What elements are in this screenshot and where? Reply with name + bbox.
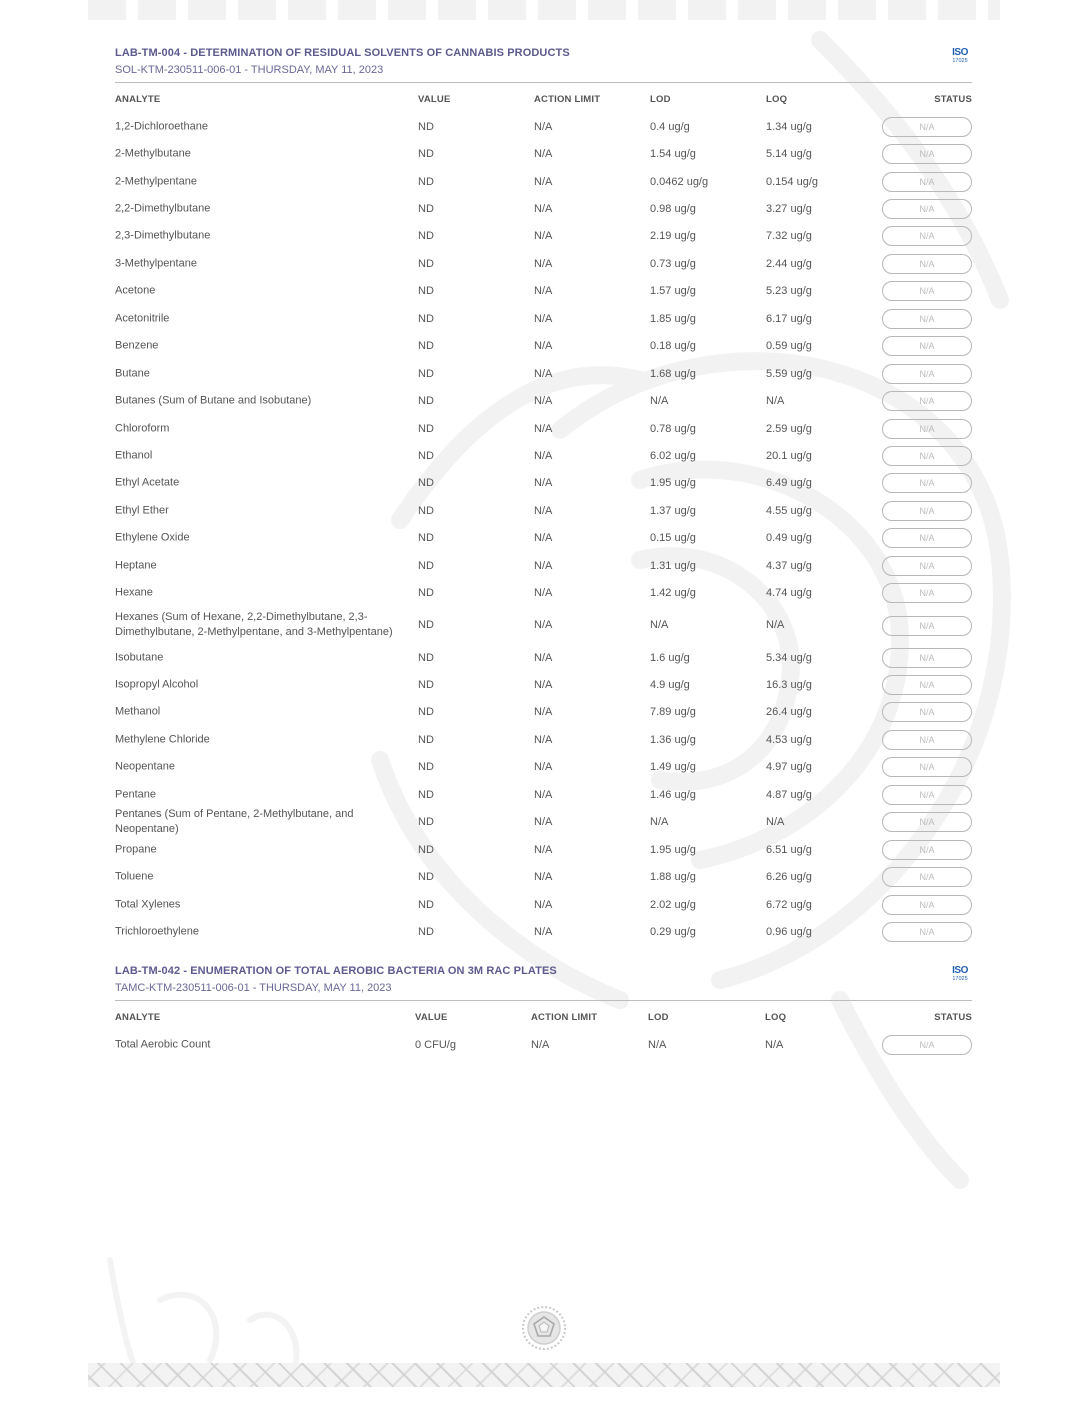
lod-cell: 0.4 ug/g <box>650 120 690 133</box>
lod-cell: 4.9 ug/g <box>650 679 690 692</box>
lod-cell: 1.49 ug/g <box>650 761 696 774</box>
value-cell: ND <box>418 504 434 517</box>
status-badge: N/A <box>882 172 972 192</box>
analyte-name: Ethylene Oxide <box>115 531 190 544</box>
column-header-row <box>115 83 972 113</box>
status-badge: N/A <box>882 922 972 942</box>
analyte-name: Ethyl Acetate <box>115 476 180 489</box>
col-action-limit: ACTION LIMIT <box>534 94 601 105</box>
analyte-name: Pentane <box>115 788 156 801</box>
value-cell: ND <box>418 532 434 545</box>
action-limit-cell: N/A <box>534 449 553 462</box>
action-limit-cell: N/A <box>534 587 553 600</box>
lod-cell: 2.02 ug/g <box>650 898 696 911</box>
analyte-name: 2,3-Dimethylbutane <box>115 229 211 242</box>
lod-cell: 1.42 ug/g <box>650 587 696 600</box>
residual-solvents-section <box>115 42 972 946</box>
value-cell: ND <box>418 898 434 911</box>
lod-cell: 1.95 ug/g <box>650 477 696 490</box>
analyte-name: Total Aerobic Count <box>115 1038 211 1051</box>
loq-cell: 0.96 ug/g <box>766 925 812 938</box>
status-badge: N/A <box>882 254 972 274</box>
lod-cell: 1.37 ug/g <box>650 504 696 517</box>
analyte-name: Ethanol <box>115 449 153 462</box>
analyte-name: Isobutane <box>115 651 164 664</box>
status-badge: N/A <box>882 226 972 246</box>
table-row <box>115 525 972 552</box>
table-row <box>115 223 972 250</box>
loq-cell: N/A <box>766 619 785 632</box>
lod-cell: N/A <box>650 395 669 408</box>
table-row <box>115 1031 972 1058</box>
status-badge: N/A <box>882 501 972 521</box>
analyte-name: Neopentane <box>115 760 175 773</box>
status-badge: N/A <box>882 473 972 493</box>
column-header-row <box>115 1001 972 1031</box>
iso-badge-number: 17025 <box>952 58 968 64</box>
status-badge: N/A <box>882 391 972 411</box>
action-limit-cell: N/A <box>534 340 553 353</box>
table-row <box>115 333 972 360</box>
status-badge: N/A <box>882 419 972 439</box>
value-cell: ND <box>418 925 434 938</box>
loq-cell: 6.26 ug/g <box>766 871 812 884</box>
analyte-name: Butanes (Sum of Butane and Isobutane) <box>115 394 312 407</box>
loq-cell: 4.53 ug/g <box>766 733 812 746</box>
action-limit-cell: N/A <box>534 312 553 325</box>
loq-cell: 6.51 ug/g <box>766 843 812 856</box>
value-cell: ND <box>418 477 434 490</box>
loq-cell: 4.87 ug/g <box>766 788 812 801</box>
lod-cell: 0.29 ug/g <box>650 925 696 938</box>
table-row <box>115 140 972 167</box>
analyte-name: Butane <box>115 367 150 380</box>
loq-cell: 0.154 ug/g <box>766 175 818 188</box>
table-row <box>115 781 972 808</box>
analyte-name: Pentanes (Sum of Pentane, 2-Methylbutane, and Neopentane) <box>115 808 354 836</box>
value-cell: ND <box>418 230 434 243</box>
table-row <box>115 168 972 195</box>
action-limit-cell: N/A <box>534 504 553 517</box>
action-limit-cell: N/A <box>534 733 553 746</box>
action-limit-cell: N/A <box>534 871 553 884</box>
lod-cell: 1.88 ug/g <box>650 871 696 884</box>
iso-badge-label: ISO <box>952 965 968 976</box>
lod-cell: 1.95 ug/g <box>650 843 696 856</box>
loq-cell: 20.1 ug/g <box>766 449 812 462</box>
col-lod: LOD <box>648 1012 669 1023</box>
status-badge: N/A <box>882 785 972 805</box>
iso-badge-icon <box>948 47 972 69</box>
action-limit-cell: N/A <box>534 619 553 632</box>
action-limit-cell: N/A <box>534 761 553 774</box>
status-badge: N/A <box>882 144 972 164</box>
iso-badge-number: 17025 <box>952 976 968 982</box>
loq-cell: 2.44 ug/g <box>766 257 812 270</box>
analyte-name: 2,2-Dimethylbutane <box>115 202 211 215</box>
value-cell: ND <box>418 761 434 774</box>
action-limit-cell: N/A <box>534 843 553 856</box>
lod-cell: 1.57 ug/g <box>650 285 696 298</box>
action-limit-cell: N/A <box>534 230 553 243</box>
table-row <box>115 387 972 414</box>
iso-badge-label: ISO <box>952 47 968 58</box>
status-badge: N/A <box>882 648 972 668</box>
analyte-name: Heptane <box>115 559 157 572</box>
action-limit-cell: N/A <box>534 559 553 572</box>
col-analyte: ANALYTE <box>115 1012 161 1023</box>
loq-cell: 1.34 ug/g <box>766 120 812 133</box>
loq-cell: 6.17 ug/g <box>766 312 812 325</box>
loq-cell: 16.3 ug/g <box>766 679 812 692</box>
status-badge: N/A <box>882 528 972 548</box>
analyte-name: 2-Methylpentane <box>115 175 197 188</box>
lod-cell: 0.73 ug/g <box>650 257 696 270</box>
value-cell: ND <box>418 679 434 692</box>
value-cell: ND <box>418 395 434 408</box>
table-row <box>115 891 972 918</box>
section-subtitle: SOL-KTM-230511-006-01 - THURSDAY, MAY 11, 2023 <box>115 64 384 76</box>
analyte-name: Benzene <box>115 339 159 352</box>
status-badge: N/A <box>882 812 972 832</box>
status-badge: N/A <box>882 730 972 750</box>
action-limit-cell: N/A <box>534 706 553 719</box>
loq-cell: 4.74 ug/g <box>766 587 812 600</box>
lod-cell: 6.02 ug/g <box>650 449 696 462</box>
status-badge: N/A <box>882 199 972 219</box>
table-row <box>115 579 972 606</box>
lod-cell: 0.98 ug/g <box>650 203 696 216</box>
analyte-name: Chloroform <box>115 422 170 435</box>
action-limit-cell: N/A <box>534 788 553 801</box>
value-cell: ND <box>418 587 434 600</box>
table-row <box>115 113 972 140</box>
status-badge: N/A <box>882 895 972 915</box>
table-row <box>115 250 972 277</box>
action-limit-cell: N/A <box>534 203 553 216</box>
table-row <box>115 754 972 781</box>
col-action-limit: ACTION LIMIT <box>531 1012 598 1023</box>
section-header <box>115 42 972 83</box>
lod-cell: 1.31 ug/g <box>650 559 696 572</box>
status-badge: N/A <box>882 309 972 329</box>
lod-cell: 1.6 ug/g <box>650 651 690 664</box>
action-limit-cell: N/A <box>534 477 553 490</box>
col-analyte: ANALYTE <box>115 94 161 105</box>
col-loq: LOQ <box>766 94 788 105</box>
loq-cell: 3.27 ug/g <box>766 203 812 216</box>
seal-logo-icon <box>521 1305 567 1351</box>
table-row <box>115 671 972 698</box>
action-limit-cell: N/A <box>534 257 553 270</box>
lod-cell: 1.36 ug/g <box>650 733 696 746</box>
loq-cell: 2.59 ug/g <box>766 422 812 435</box>
col-value: VALUE <box>418 94 451 105</box>
analyte-name: Isopropyl Alcohol <box>115 678 199 691</box>
value-cell: ND <box>418 175 434 188</box>
value-cell: ND <box>418 619 434 632</box>
table-row <box>115 470 972 497</box>
action-limit-cell: N/A <box>534 395 553 408</box>
section-subtitle: TAMC-KTM-230511-006-01 - THURSDAY, MAY 11, 2023 <box>115 982 392 994</box>
analyte-name: 2-Methylbutane <box>115 147 191 160</box>
analyte-name: Hexanes (Sum of Hexane, 2,2-Dimethylbutane, 2,3-Dimethylbutane, 2-Methylpentane, and 3-Methylpentane) <box>115 611 393 639</box>
loq-cell: N/A <box>766 395 785 408</box>
action-limit-cell: N/A <box>531 1038 550 1051</box>
table-row <box>115 552 972 579</box>
loq-cell: 4.37 ug/g <box>766 559 812 572</box>
action-limit-cell: N/A <box>534 651 553 664</box>
action-limit-cell: N/A <box>534 816 553 829</box>
action-limit-cell: N/A <box>534 898 553 911</box>
lod-cell: 0.78 ug/g <box>650 422 696 435</box>
value-cell: ND <box>418 816 434 829</box>
status-badge: N/A <box>882 364 972 384</box>
lod-cell: 7.89 ug/g <box>650 706 696 719</box>
table-row <box>115 644 972 671</box>
action-limit-cell: N/A <box>534 285 553 298</box>
loq-cell: 7.32 ug/g <box>766 230 812 243</box>
value-cell: ND <box>418 203 434 216</box>
table-row <box>115 442 972 469</box>
analyte-name: Total Xylenes <box>115 898 181 911</box>
action-limit-cell: N/A <box>534 532 553 545</box>
analyte-name: 3-Methylpentane <box>115 257 197 270</box>
results-table-body <box>115 113 972 946</box>
loq-cell: 4.97 ug/g <box>766 761 812 774</box>
value-cell: ND <box>418 843 434 856</box>
value-cell: ND <box>418 733 434 746</box>
table-row <box>115 415 972 442</box>
table-row <box>115 726 972 753</box>
value-cell: ND <box>418 788 434 801</box>
value-cell: ND <box>418 312 434 325</box>
value-cell: 0 CFU/g <box>415 1038 456 1051</box>
lod-cell: 1.68 ug/g <box>650 367 696 380</box>
loq-cell: 0.49 ug/g <box>766 532 812 545</box>
col-loq: LOQ <box>765 1012 787 1023</box>
col-status: STATUS <box>934 1012 972 1023</box>
table-row <box>115 360 972 387</box>
value-cell: ND <box>418 422 434 435</box>
loq-cell: 5.34 ug/g <box>766 651 812 664</box>
status-badge: N/A <box>882 757 972 777</box>
value-cell: ND <box>418 285 434 298</box>
value-cell: ND <box>418 340 434 353</box>
lod-cell: N/A <box>648 1038 667 1051</box>
analyte-name: Trichloroethylene <box>115 925 199 938</box>
lod-cell: 2.19 ug/g <box>650 230 696 243</box>
lod-cell: 0.18 ug/g <box>650 340 696 353</box>
table-row <box>115 699 972 726</box>
status-badge: N/A <box>882 616 972 636</box>
lod-cell: 0.0462 ug/g <box>650 175 709 188</box>
value-cell: ND <box>418 559 434 572</box>
lod-cell: 1.54 ug/g <box>650 148 696 161</box>
status-badge: N/A <box>882 117 972 137</box>
value-cell: ND <box>418 148 434 161</box>
section-header <box>115 960 972 1001</box>
analyte-name: Acetonitrile <box>115 312 170 325</box>
table-row <box>115 918 972 945</box>
table-row <box>115 195 972 222</box>
table-row <box>115 497 972 524</box>
table-row <box>115 809 972 836</box>
table-row <box>115 607 972 644</box>
analyte-name: Methanol <box>115 705 161 718</box>
col-lod: LOD <box>650 94 671 105</box>
value-cell: ND <box>418 367 434 380</box>
action-limit-cell: N/A <box>534 148 553 161</box>
action-limit-cell: N/A <box>534 422 553 435</box>
col-value: VALUE <box>415 1012 448 1023</box>
loq-cell: 6.72 ug/g <box>766 898 812 911</box>
action-limit-cell: N/A <box>534 679 553 692</box>
value-cell: ND <box>418 706 434 719</box>
section-title: LAB-TM-004 - DETERMINATION OF RESIDUAL SOLVENTS OF CANNABIS PRODUCTS <box>115 47 570 59</box>
table-row <box>115 305 972 332</box>
analyte-name: Methylene Chloride <box>115 733 210 746</box>
status-badge: N/A <box>882 583 972 603</box>
status-badge: N/A <box>882 867 972 887</box>
section-title: LAB-TM-042 - ENUMERATION OF TOTAL AEROBIC BACTERIA ON 3M RAC PLATES <box>115 965 557 977</box>
value-cell: ND <box>418 257 434 270</box>
analyte-name: 1,2-Dichloroethane <box>115 120 208 133</box>
lod-cell: 1.46 ug/g <box>650 788 696 801</box>
analyte-name: Acetone <box>115 284 156 297</box>
table-row <box>115 278 972 305</box>
value-cell: ND <box>418 871 434 884</box>
status-badge: N/A <box>882 446 972 466</box>
action-limit-cell: N/A <box>534 120 553 133</box>
value-cell: ND <box>418 449 434 462</box>
loq-cell: 4.55 ug/g <box>766 504 812 517</box>
loq-cell: 26.4 ug/g <box>766 706 812 719</box>
analyte-name: Hexane <box>115 586 153 599</box>
status-badge: N/A <box>882 336 972 356</box>
loq-cell: 5.14 ug/g <box>766 148 812 161</box>
status-badge: N/A <box>882 281 972 301</box>
value-cell: ND <box>418 651 434 664</box>
lod-cell: N/A <box>650 619 669 632</box>
col-status: STATUS <box>934 94 972 105</box>
action-limit-cell: N/A <box>534 175 553 188</box>
top-decorative-strip <box>88 0 1000 20</box>
status-badge: N/A <box>882 702 972 722</box>
loq-cell: N/A <box>765 1038 784 1051</box>
value-cell: ND <box>418 120 434 133</box>
results-table-body <box>115 1031 972 1058</box>
table-row <box>115 863 972 890</box>
status-badge: N/A <box>882 840 972 860</box>
action-limit-cell: N/A <box>534 925 553 938</box>
footer-pattern-band <box>88 1363 1000 1387</box>
analyte-name: Ethyl Ether <box>115 504 169 517</box>
analyte-name: Toluene <box>115 870 154 883</box>
status-badge: N/A <box>882 675 972 695</box>
action-limit-cell: N/A <box>534 367 553 380</box>
lod-cell: 1.85 ug/g <box>650 312 696 325</box>
status-badge: N/A <box>882 556 972 576</box>
loq-cell: 5.59 ug/g <box>766 367 812 380</box>
table-row <box>115 836 972 863</box>
loq-cell: 0.59 ug/g <box>766 340 812 353</box>
loq-cell: N/A <box>766 816 785 829</box>
iso-badge-icon <box>948 965 972 987</box>
analyte-name: Propane <box>115 843 157 856</box>
loq-cell: 5.23 ug/g <box>766 285 812 298</box>
lod-cell: N/A <box>650 816 669 829</box>
aerobic-bacteria-section <box>115 960 972 1058</box>
status-badge: N/A <box>882 1035 972 1055</box>
lod-cell: 0.15 ug/g <box>650 532 696 545</box>
loq-cell: 6.49 ug/g <box>766 477 812 490</box>
